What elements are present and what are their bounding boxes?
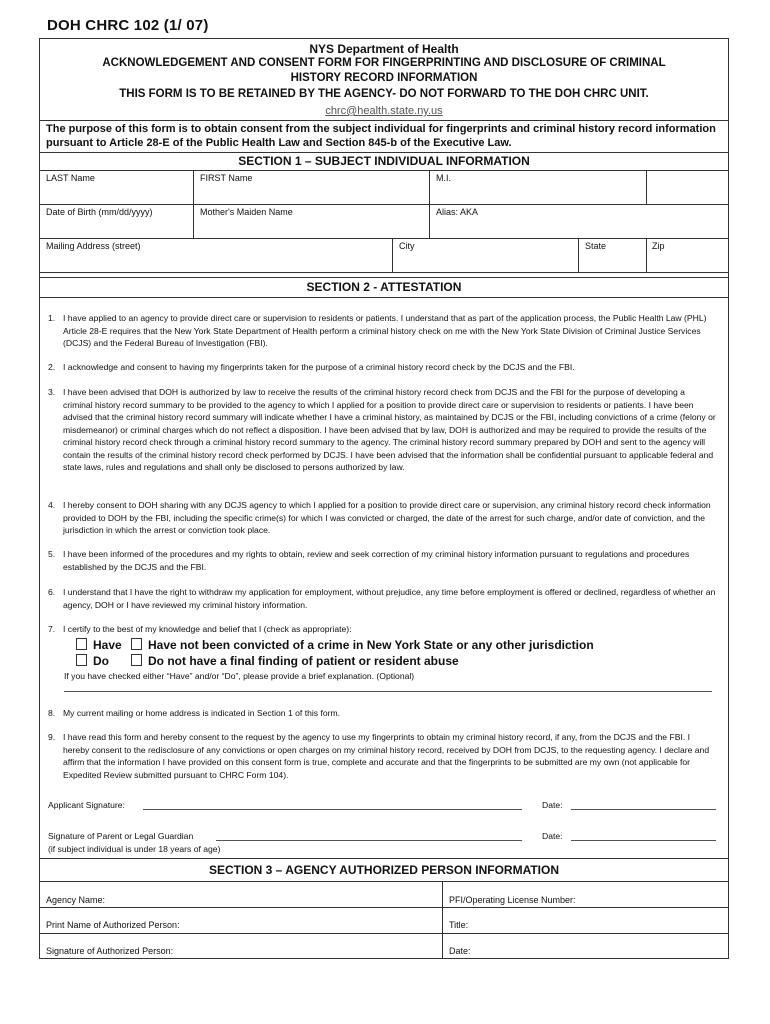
agency-name: NYS Department of Health (309, 42, 459, 56)
print-name-label: Print Name of Authorized Person: (46, 920, 180, 930)
first-name-label: FIRST Name (200, 173, 253, 183)
last-name-label: LAST Name (46, 173, 95, 183)
attestation-item-3: 3. I have been advised that DOH is authorized by law to receive the results of the criminal history record check from DCJS and the FBI for the purpose of developing a criminal history record summary to be provided to the agency to which I applied for a position to provide direct care or supervision to residents or patients. I have been advised that the criminal history record summary will indicate whether I have a criminal history, as maintained by DCJS or the FBI, including convictions of a crime (felony or misdemeanor) or criminal charges which do not reflect a disposition. I have been advised that by law, DOH is authorized and may be required to provide the results of the criminal history record check through a criminal history record summary to the agency. The criminal history record summary prepared by DOH and sent to the agency will contain the results of the criminal history record check performed by DCJS. I have been advised that the information shall be confidential pursuant to applicable federal and state laws, rules and regulations and shall only be disclosed to persons authorized by law. (48, 387, 716, 472)
attestation-item-1: 1. I have applied to an agency to provide direct care or supervision to residents or patients. I understand that as part of the application process, the Public Health Law (PHL) Article 28-E requires that the New York State Department of Health perform a criminal history check on me with the New York State Division of Criminal Justice Services (DCJS) and the Federal Bureau of Investigation (FBI). (48, 313, 707, 348)
purpose-statement: The purpose of this form is to obtain consent from the subject individual for fingerprints and criminal history record information pursuant to Article 28-E of the Public Health Law and Section 845-b of the Executive Law. (46, 123, 716, 149)
dob-label: Date of Birth (mm/dd/yyyy) (46, 207, 153, 217)
date-label: Date: (542, 800, 563, 810)
date-label: Date: (542, 831, 563, 841)
attestation-item-4: 4. I hereby consent to DOH sharing with any DCJS agency to which I applied for a position to provide direct care or supervision, any criminal history record check information provided to DOH by the FBI, including the specific crime(s) for which I was convicted or charged, the date of the arrest for such charge, and/or date of conviction, and the jurisdiction in which the arrest or conviction took place. (48, 500, 711, 535)
attestation-item-8: 8. My current mailing or home address is indicated in Section 1 of this form. (48, 708, 341, 718)
guardian-signature-input[interactable] (216, 840, 522, 841)
attestation-item-2: 2. I acknowledge and consent to having my fingerprints taken for the purpose of a criminal history record check by the DCJS and the FBI. (48, 362, 575, 372)
attestation-item-9: 9. I have read this form and hereby consent to the request by the agency to use my fingerprints to obtain my criminal history record, if any, from the DCJS and the FBI. I hereby consent to the redisclosure of any convictions or open charges on my criminal history record, received by DOH from DCJS, to the requesting agency. I declare and affirm that the information I have provided on this consent form is true, complete and accurate and that the fingerprints to be submitted are my own (not applicable for Expedited Review submitted pursuant to CHRC Form 104). (48, 732, 710, 780)
attestation-item-7: 7. I certify to the best of my knowledge and belief that I (check as appropriate): (48, 624, 352, 634)
divider (40, 152, 728, 153)
authorized-signature-label: Signature of Authorized Person: (46, 946, 174, 956)
have-row: Have (76, 638, 122, 652)
mi-label: M.I. (436, 173, 451, 183)
form-title-line-3: THIS FORM IS TO BE RETAINED BY THE AGENCY- DO NOT FORWARD TO THE DOH CHRC UNIT. (119, 88, 649, 100)
applicant-signature-input[interactable] (143, 809, 522, 810)
explanation-input[interactable] (64, 691, 712, 692)
have-not-checkbox[interactable] (131, 638, 142, 650)
form-title-line-1: ACKNOWLEDGEMENT AND CONSENT FORM FOR FINGERPRINTING AND DISCLOSURE OF CRIMINAL (102, 57, 666, 69)
section3-date-label: Date: (449, 946, 471, 956)
section1-title: SECTION 1 – SUBJECT INDIVIDUAL INFORMATION (238, 154, 530, 168)
divider (40, 170, 728, 171)
state-label: State (585, 241, 607, 251)
attestation-item-5: 5. I have been informed of the procedures and my rights to obtain, review and seek correction of my criminal history information pursuant to regulations and procedures established by the DCJS and the FBI. (48, 549, 690, 572)
guardian-signature-label: Signature of Parent or Legal Guardian (48, 831, 194, 841)
agency-name-label: Agency Name: (46, 895, 106, 905)
applicant-signature-label: Applicant Signature: (48, 800, 125, 810)
do-text-row: Do not have a final finding of patient or resident abuse (131, 654, 459, 668)
do-row: Do (76, 654, 109, 668)
attestation-item-6: 6. I understand that I have the right to withdraw my application for employment, without prejudice, any time before employment is offered or declined, regardless of whether an agency, DOH or I have reviewed my criminal history information. (48, 587, 716, 610)
form-id: DOH CHRC 102 (1/ 07) (47, 17, 209, 34)
maiden-name-label: Mother's Maiden Name (200, 207, 293, 217)
zip-label: Zip (652, 241, 665, 251)
applicant-date-input[interactable] (571, 809, 716, 810)
guardian-note: (if subject individual is under 18 years of age) (48, 844, 221, 854)
alias-label: Alias: AKA (436, 207, 479, 217)
explanation-prompt: If you have checked either “Have” and/or “Do”, please provide a brief explanation. (Optional) (64, 671, 415, 681)
divider (40, 120, 728, 121)
have-text-row: Have not been convicted of a crime in New York State or any other jurisdiction (131, 638, 594, 652)
pfi-label: PFI/Operating License Number: (449, 895, 576, 905)
do-not-checkbox[interactable] (131, 654, 142, 666)
title-label: Title: (449, 920, 469, 930)
have-checkbox[interactable] (76, 638, 87, 650)
form-frame (39, 38, 729, 959)
email-link[interactable]: chrc@health.state.ny.us (325, 105, 443, 117)
address-label: Mailing Address (street) (46, 241, 141, 251)
form-title-line-2: HISTORY RECORD INFORMATION (290, 72, 478, 84)
section2-title: SECTION 2 - ATTESTATION (306, 280, 462, 294)
section3-title: SECTION 3 – AGENCY AUTHORIZED PERSON INFORMATION (208, 863, 560, 877)
guardian-date-input[interactable] (571, 840, 716, 841)
do-checkbox[interactable] (76, 654, 87, 666)
city-label: City (399, 241, 415, 251)
